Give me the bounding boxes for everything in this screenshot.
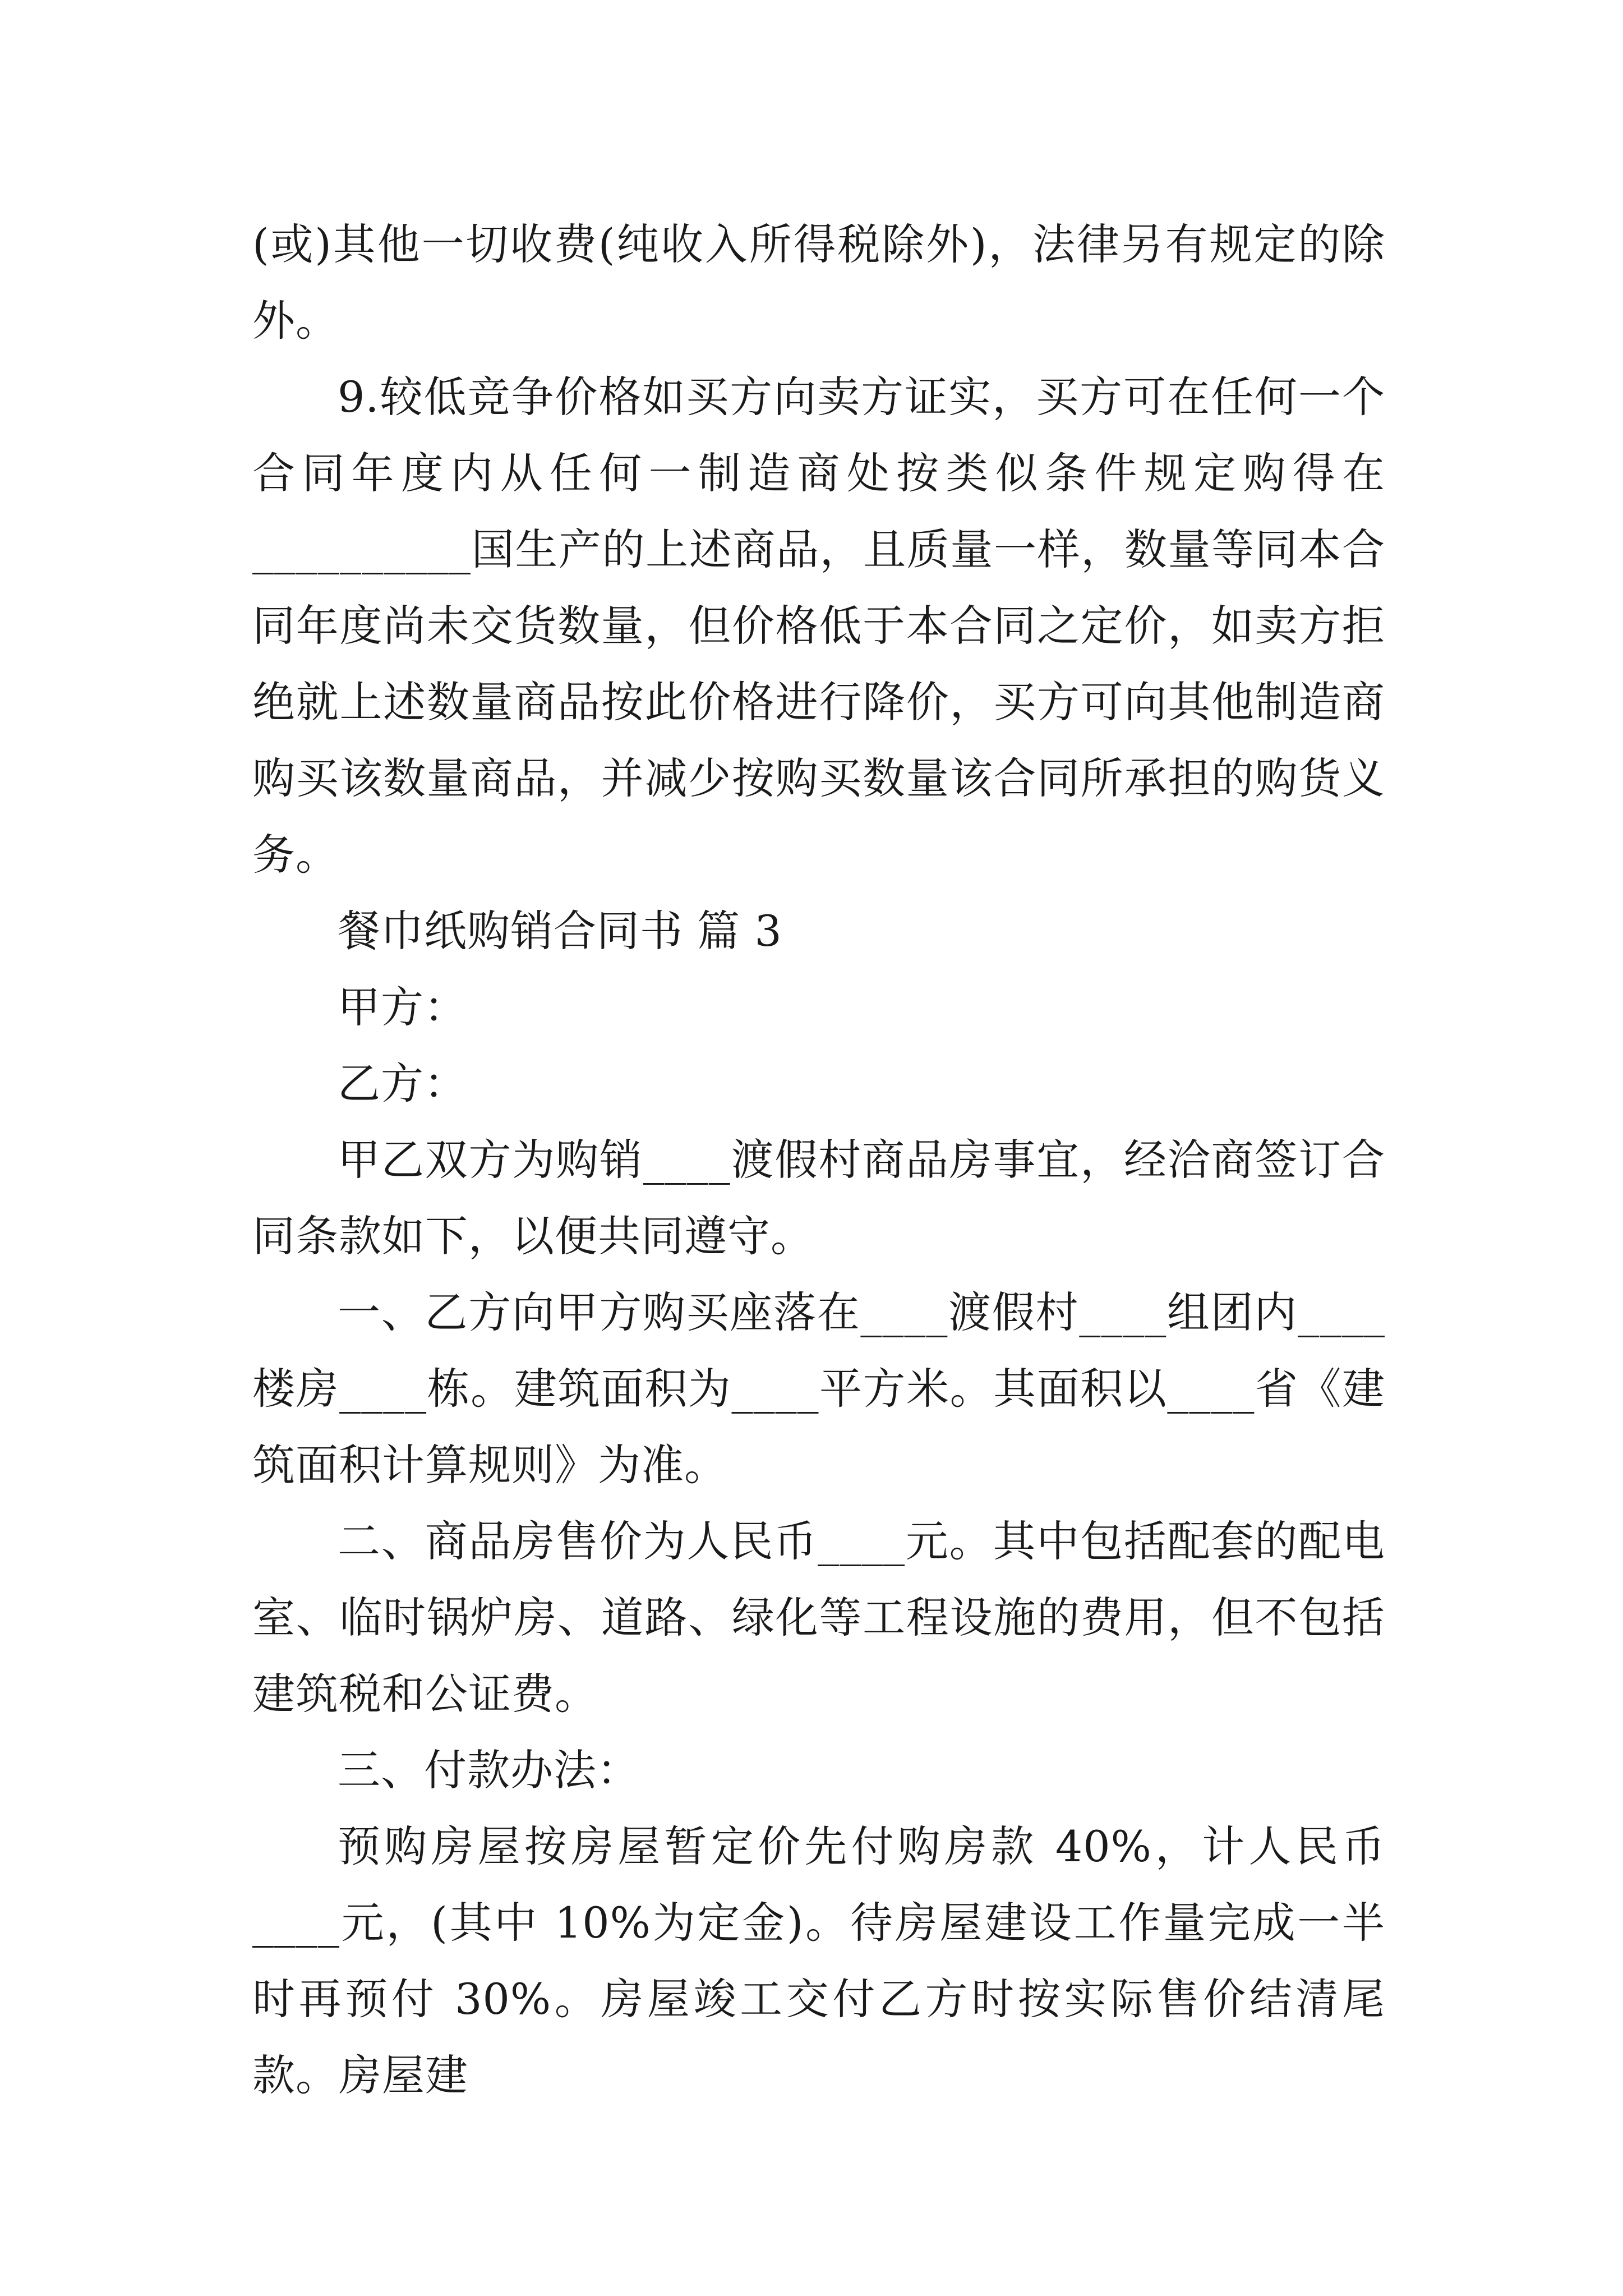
clause-one: 一、乙方向甲方购买座落在____渡假村____组团内____楼房____栋。建筑面积为____平方米。其面积以____省《建筑面积计算规则》为准。 — [252, 1287, 1385, 1490]
clause-two: 二、商品房售价为人民币____元。其中包括配套的配电室、临时锅炉房、道路、绿化等工程设施的费用，但不包括建筑税和公证费。 — [252, 1516, 1385, 1719]
document-body — [252, 206, 1385, 2114]
paragraph-tax-exception: (或)其他一切收费(纯收入所得税除外)，法律另有规定的除外。 — [252, 219, 1385, 346]
paragraph-payment: 预购房屋按房屋暂定价先付购房款 40%，计人民币____元，(其中 10%为定金)。待房屋建设工作量完成一半时再预付 30%。房屋竣工交付乙方时按实际售价结清尾款。房屋建 — [252, 1821, 1385, 2100]
paragraph-preamble: 甲乙双方为购销____渡假村商品房事宜，经洽商签订合同条款如下，以便共同遵守。 — [252, 1135, 1385, 1261]
clause-three-heading: 三、付款办法： — [338, 1745, 640, 1795]
party-a-label: 甲方： — [338, 982, 467, 1032]
section-heading: 餐巾纸购销合同书 篇 3 — [338, 906, 782, 956]
party-b-label: 乙方： — [338, 1059, 467, 1108]
paragraph-competitive-price: 9.较低竞争价格如买方向卖方证实，买方可在任何一个合同年度内从任何一制造商处按类似条件规定购得在__________国生产的上述商品，且质量一样，数量等同本合同年度尚未交货数量，但价格低于本合同之定价，如卖方拒绝就上述数量商品按此价格进行降价，买方可向其他制造商购买该数量商品，并减少按购买数量该合同所承担的购货义务。 — [252, 372, 1385, 880]
